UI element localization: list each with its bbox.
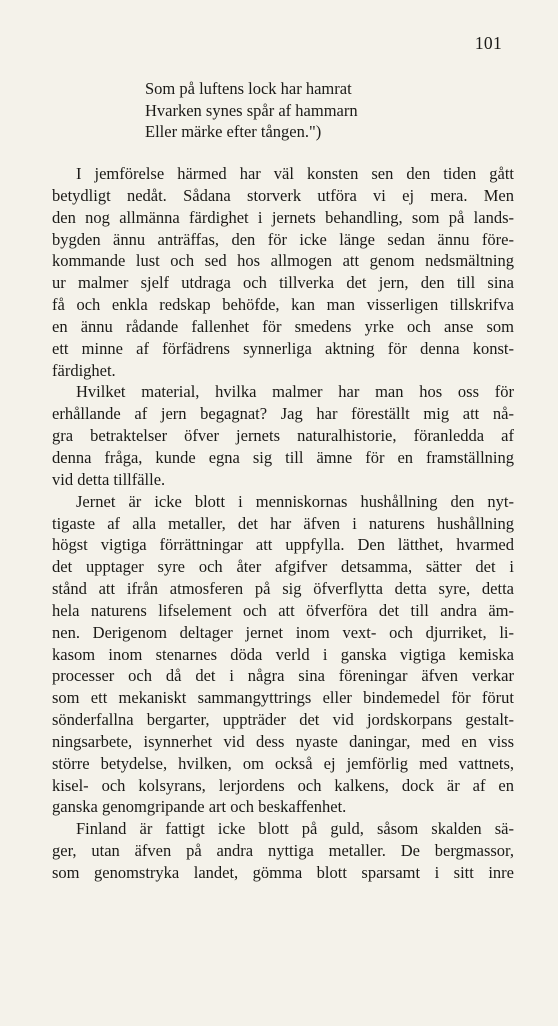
text-line: hela naturens lifselement och att öfverföra det till andra äm- [52, 600, 514, 620]
text-line: ett minne af förfädrens synnerliga aktning för denna konst- [52, 338, 514, 358]
text-line: kasom inom stenarnes döda verld i ganska vigtiga kemiska [52, 644, 514, 664]
text-line: I jemförelse härmed har väl konsten sen den tiden gått [76, 164, 514, 183]
text-line: vid detta tillfälle. [52, 469, 166, 489]
body-text [52, 163, 514, 884]
verse-quotation [145, 78, 358, 143]
text-line: som genomstryka landet, gömma blott sparsamt i sitt inre [52, 863, 514, 882]
verse-line: Hvarken synes spår af hammarn [145, 100, 358, 120]
text-line: färdighet. [52, 360, 116, 380]
text-line: kisel- och kolsyrans, lerjordens och kalkens, dock är af en [52, 775, 514, 795]
text-line: en ännu rådande fallenhet för smedens yrke och anse som [52, 316, 514, 336]
verse-line: Som på luftens lock har hamrat [145, 79, 352, 98]
text-line: ur malmer sjelf utdraga och tillverka det jern, den till sina [52, 273, 514, 293]
text-line: Jernet är icke blott i menniskornas hushållning den nyt- [76, 491, 514, 511]
text-line: få och enkla redskap behöfde, kan man visserligen tillskrifva [52, 295, 514, 315]
text-line: processer och då det i några sina föreningar äfven verkar [52, 666, 514, 686]
text-line: ningsarbete, isynnerhet vid dess nyaste daningar, med en viss [52, 731, 514, 751]
text-line: erhållande af jern begagnat? Jag har föreställt mig att nå- [52, 404, 514, 424]
text-line: som ett mekaniskt sammangyttrings eller bindemedel för förut [52, 688, 514, 708]
text-line: ger, utan äfven på andra nyttiga metaller. De bergmassor, [52, 841, 514, 861]
text-line: ganska genomgripande art och beskaffenhet. [52, 797, 347, 817]
text-line: denna fråga, kunde egna sig till ämne för en framställning [52, 447, 514, 467]
text-line: nen. Derigenom deltager jernet inom vext- och djurriket, li- [52, 622, 514, 642]
text-line: betydligt nedåt. Sådana storverk utföra vi ej mera. Men [52, 185, 514, 205]
text-line: bygden ännu anträffas, den för icke länge sedan ännu före- [52, 229, 514, 249]
text-line: gra betraktelser öfver jernets naturalhistorie, föranledda af [52, 426, 514, 446]
text-line: Finland är fattigt icke blott på guld, såsom skalden sä- [76, 819, 514, 839]
text-line: stånd att ifrån atmosferen på sig öfverflytta detta syre, detta [52, 579, 514, 599]
text-line: större betydelse, hvilken, om också ej jemförlig med vattnets, [52, 753, 514, 773]
text-line: det upptager syre och åter afgifver detsamma, sätter det i [52, 557, 514, 577]
text-line: tigaste af alla metaller, det har äfven i naturens hushållning [52, 513, 514, 533]
page-number: 101 [474, 33, 502, 53]
text-line: den nog allmänna färdighet i jernets behandling, som på lands- [52, 207, 514, 227]
text-line: högst vigtiga förrättningar att uppfylla. Den lätthet, hvarmed [52, 535, 514, 555]
text-line: sönderfallna bergarter, uppträder det vid jordskorpans gestalt- [52, 710, 514, 730]
text-line: Hvilket material, hvilka malmer har man hos oss för [76, 382, 514, 402]
text-line: kommande lust och sed hos allmogen att genom nedsmältning [52, 251, 514, 271]
verse-line: Eller märke efter tången.") [145, 122, 322, 141]
